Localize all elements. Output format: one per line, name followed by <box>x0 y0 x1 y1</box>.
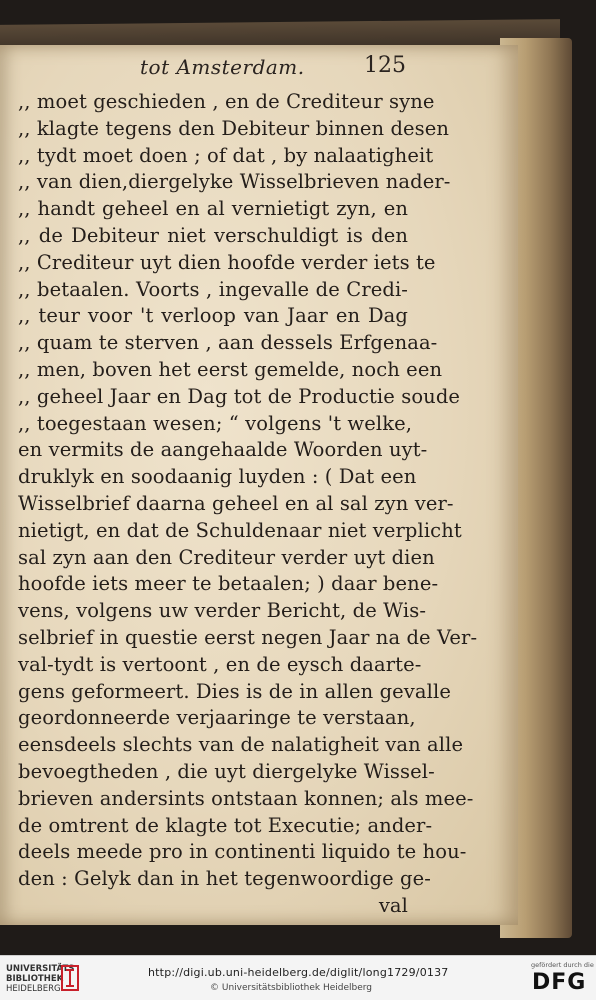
text-line: selbrief in questie eerst negen Jaar na de Ver- <box>18 625 478 649</box>
text-line: val-tydt is vertoont , en de eysch daarte- <box>18 652 422 676</box>
copyright-notice: © Universitätsbibliothek Heidelberg <box>210 983 373 993</box>
page-header <box>0 55 518 85</box>
text-line: Wisselbrief daarna geheel en al sal zyn ver- <box>18 491 454 515</box>
text-line: ,, klagte tegens den Debiteur binnen desen <box>18 116 450 140</box>
text-line: ,, quam te sterven , aan dessels Erfgenaa- <box>18 331 438 355</box>
text-line: ,, betaalen. Voorts , ingevalle de Credi- <box>18 277 408 301</box>
text-line: brieven andersints ontstaan konnen; als mee- <box>18 786 474 810</box>
text-line: ,, teur voor 't verloop van Jaar en Dag <box>18 304 408 328</box>
text-line: de omtrent de klagte tot Executie; ander- <box>18 813 433 837</box>
library-name-line3: HEIDELBERG <box>6 984 61 994</box>
funder-note: gefördert durch die <box>531 961 594 969</box>
page-number: 125 <box>364 53 406 78</box>
university-emblem-icon <box>60 964 80 992</box>
running-head: tot Amsterdam. <box>140 55 305 79</box>
text-line: ,, toegestaan wesen; “ volgens 't welke, <box>18 411 413 435</box>
text-line: nietigt, en dat de Schuldenaar niet verplicht <box>18 518 462 542</box>
text-line: hoofde iets meer te betaalen; ) daar bene- <box>18 572 439 596</box>
text-line: druklyk en soodaanig luyden : ( Dat een <box>18 465 417 489</box>
text-line: ,, van dien,diergelyke Wisselbrieven nader- <box>18 170 451 194</box>
library-name-line1: UNIVERSITÄTS <box>6 964 75 974</box>
text-line: ,, geheel Jaar en Dag tot de Productie soude <box>18 384 461 408</box>
text-line: geordonneerde verjaaringe te verstaan, <box>18 706 416 730</box>
text-line: eensdeels slechts van de nalatigheit van alle <box>18 733 464 757</box>
text-line: ,, handt geheel en al vernietigt zyn, en <box>18 197 408 221</box>
text-line: ,, de Debiteur niet verschuldigt is den <box>18 223 408 247</box>
text-line: gens geformeert. Dies is de in allen gevalle <box>18 679 451 703</box>
text-line: ,, moet geschieden , en de Crediteur syne <box>18 90 435 113</box>
text-line: sal zyn aan den Crediteur verder uyt dien <box>18 545 435 569</box>
text-line: ,, tydt moet doen ; of dat , by nalaatigheit <box>18 143 434 167</box>
body-text <box>18 89 478 920</box>
permalink-url[interactable]: http://digi.ub.uni-heidelberg.de/diglit/long1729/0137 <box>148 966 449 979</box>
text-line: ,, Crediteur uyt dien hoofde verder iets te <box>18 250 436 274</box>
text-line: deels meede pro in continenti liquido te hou- <box>18 840 467 864</box>
text-line: den : Gelyk dan in het tegenwoordige ge- <box>18 867 431 891</box>
library-name-line2: BIBLIOTHEK <box>6 974 64 984</box>
text-line: ,, men, boven het eerst gemelde, noch een <box>18 357 443 381</box>
dfg-logo[interactable]: DFG <box>532 970 587 995</box>
catchword: val <box>378 893 408 917</box>
viewer-footer <box>0 955 596 1000</box>
text-line: vens, volgens uw verder Bericht, de Wis- <box>18 599 427 623</box>
text-line: bevoegtheden , die uyt diergelyke Wissel- <box>18 759 435 783</box>
text-line: en vermits de aangehaalde Woorden uyt- <box>18 438 428 462</box>
